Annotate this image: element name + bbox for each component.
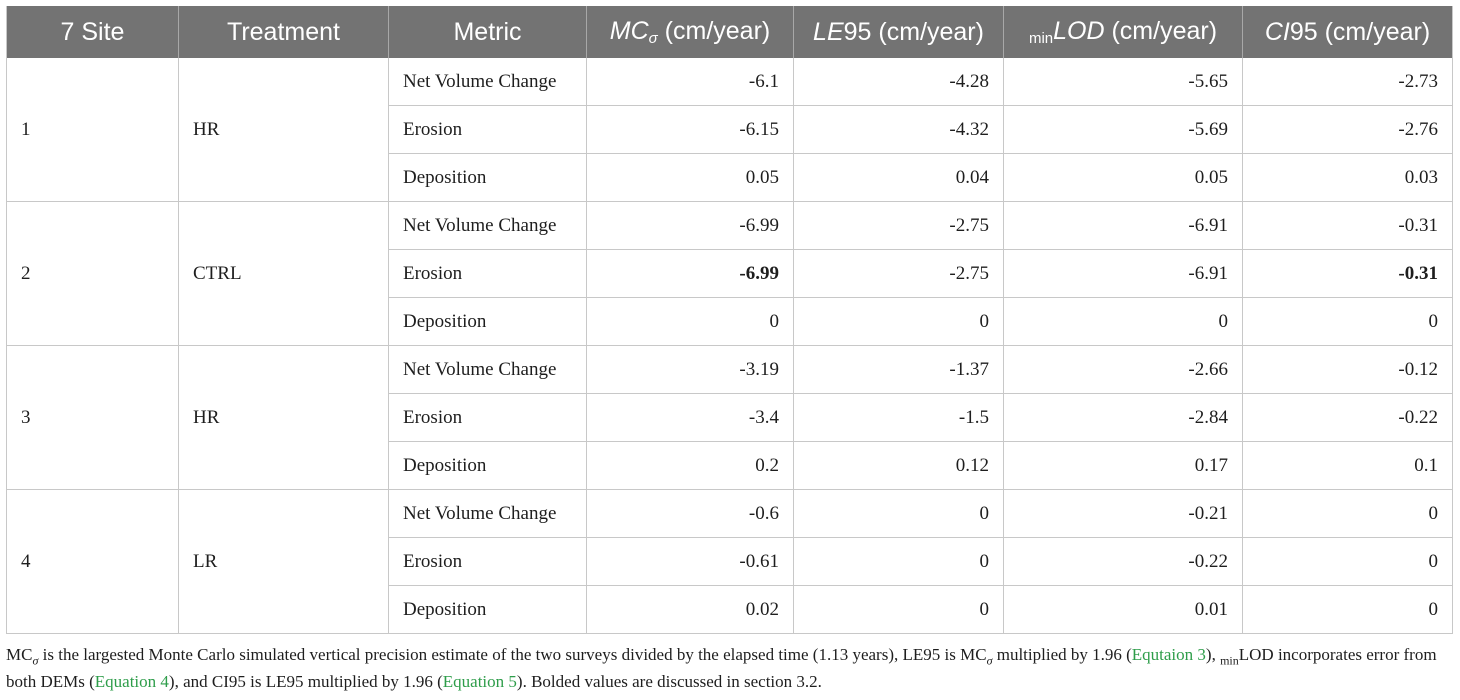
le95-value: 0 (794, 298, 1004, 346)
footnote-text: ), (1205, 645, 1221, 664)
treatment-cell: HR (179, 346, 389, 490)
minlod-value: -6.91 (1004, 202, 1243, 250)
minlod-value: -6.91 (1004, 250, 1243, 298)
header-le95 (794, 6, 1004, 58)
mc-value: -3.4 (587, 394, 794, 442)
site-cell: 1 (7, 58, 179, 202)
metric-cell: Erosion (389, 394, 587, 442)
header-le95-rest: 95 (cm/year) (843, 17, 984, 46)
mc-value: -6.15 (587, 106, 794, 154)
mc-value-bold: -6.99 (587, 250, 794, 298)
footnote-text: multiplied by 1.96 ( (992, 645, 1132, 664)
mc-value: 0.05 (587, 154, 794, 202)
ci95-value: 0 (1243, 298, 1453, 346)
ci95-value: 0 (1243, 490, 1453, 538)
site-cell: 2 (7, 202, 179, 346)
le95-value: -2.75 (794, 202, 1004, 250)
ci95-value: -2.76 (1243, 106, 1453, 154)
ci95-value-bold: -0.31 (1243, 250, 1453, 298)
minlod-value: -0.21 (1004, 490, 1243, 538)
mc-value: 0 (587, 298, 794, 346)
header-minlod-symbol: LOD (1053, 17, 1105, 45)
le95-value: 0 (794, 490, 1004, 538)
equation-5-link[interactable]: Equation 5 (442, 672, 517, 692)
ci95-value: 0.03 (1243, 154, 1453, 202)
le95-value: 0.04 (794, 154, 1004, 202)
mc-value: -6.99 (587, 202, 794, 250)
table-row (7, 490, 1453, 538)
mc-value: -3.19 (587, 346, 794, 394)
footnote-sigma: σ (32, 653, 39, 668)
header-minlod-sub: min (1028, 30, 1054, 47)
treatment-cell: LR (179, 490, 389, 634)
header-metric: Metric (389, 6, 587, 58)
header-treatment: Treatment (179, 6, 389, 58)
footnote-text: MC (6, 645, 33, 664)
le95-value: 0 (794, 586, 1004, 634)
minlod-value: -5.69 (1004, 106, 1243, 154)
le95-value: -4.28 (794, 58, 1004, 106)
minlod-value: -0.22 (1004, 538, 1243, 586)
footnote-sigma: σ (986, 653, 993, 668)
header-ci95-symbol: CI (1264, 17, 1290, 46)
header-ci95-rest: 95 (cm/year) (1289, 17, 1431, 46)
header-le95-symbol: LE (813, 17, 844, 46)
equation-4-link[interactable]: Equation 4 (94, 672, 169, 692)
metric-cell: Erosion (389, 106, 587, 154)
metric-cell: Deposition (389, 586, 587, 634)
minlod-value: -2.66 (1004, 346, 1243, 394)
results-table (6, 6, 1453, 634)
header-mc-sigma: σ (648, 30, 658, 47)
footnote-text: is the largested Monte Carlo simulated vertical precision estimate of the two surveys divided by the elapsed time (1.13 years), LE95 is MC (38, 645, 987, 664)
mc-value: -0.6 (587, 490, 794, 538)
table-row (7, 58, 1453, 106)
treatment-cell: HR (179, 58, 389, 202)
ci95-value: 0.1 (1243, 442, 1453, 490)
metric-cell: Net Volume Change (389, 202, 587, 250)
header-mc-unit: (cm/year) (657, 17, 771, 45)
mc-value: 0.02 (587, 586, 794, 634)
minlod-value: 0.17 (1004, 442, 1243, 490)
header-ci95 (1243, 6, 1453, 58)
equation-3-link[interactable]: Equtaion 3 (1131, 645, 1206, 664)
ci95-value: 0 (1243, 538, 1453, 586)
minlod-value: 0 (1004, 298, 1243, 346)
minlod-value: -5.65 (1004, 58, 1243, 106)
metric-cell: Net Volume Change (389, 346, 587, 394)
le95-value: -2.75 (794, 250, 1004, 298)
metric-cell: Net Volume Change (389, 490, 587, 538)
footnote-text: ). Bolded values are discussed in section 3.2. (516, 672, 822, 692)
table-row (7, 202, 1453, 250)
ci95-value: -0.22 (1243, 394, 1453, 442)
mc-value: -0.61 (587, 538, 794, 586)
header-mc-symbol: MC (609, 17, 649, 45)
site-cell: 3 (7, 346, 179, 490)
le95-value: -4.32 (794, 106, 1004, 154)
treatment-cell: CTRL (179, 202, 389, 346)
minlod-value: 0.05 (1004, 154, 1243, 202)
header-minlod (1004, 6, 1243, 58)
ci95-value: 0 (1243, 586, 1453, 634)
footnote-text: LOD incorporates error from both DEMs ( (6, 645, 1437, 692)
document-page (6, 6, 1452, 693)
ci95-value: -0.12 (1243, 346, 1453, 394)
mc-value: 0.2 (587, 442, 794, 490)
table-footnote (6, 644, 1452, 693)
le95-value: -1.5 (794, 394, 1004, 442)
le95-value: 0.12 (794, 442, 1004, 490)
site-cell: 4 (7, 490, 179, 634)
header-site: 7 Site (7, 6, 179, 58)
ci95-value: -0.31 (1243, 202, 1453, 250)
metric-cell: Erosion (389, 250, 587, 298)
header-minlod-unit: (cm/year) (1104, 17, 1218, 45)
metric-cell: Deposition (389, 298, 587, 346)
minlod-value: 0.01 (1004, 586, 1243, 634)
minlod-value: -2.84 (1004, 394, 1243, 442)
metric-cell: Net Volume Change (389, 58, 587, 106)
metric-cell: Deposition (389, 442, 587, 490)
metric-cell: Erosion (389, 538, 587, 586)
table-row (7, 346, 1453, 394)
footnote-min-sub: min (1220, 653, 1239, 668)
footnote-text: ), and CI95 is LE95 multiplied by 1.96 ( (168, 672, 443, 692)
mc-value: -6.1 (587, 58, 794, 106)
le95-value: -1.37 (794, 346, 1004, 394)
le95-value: 0 (794, 538, 1004, 586)
header-mc (587, 6, 794, 58)
ci95-value: -2.73 (1243, 58, 1453, 106)
metric-cell: Deposition (389, 154, 587, 202)
header-row (7, 6, 1453, 58)
